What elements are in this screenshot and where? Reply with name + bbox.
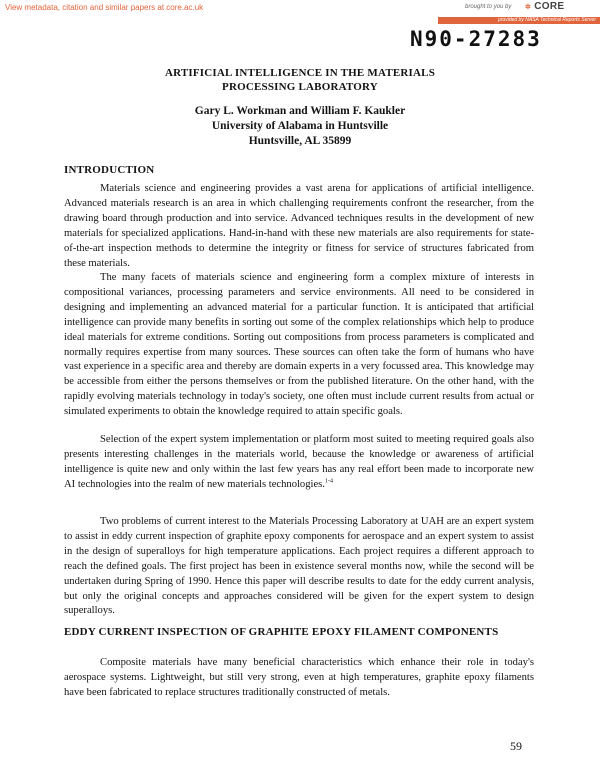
core-logo[interactable] — [525, 1, 564, 12]
accession-number-stamp: N90-27283 — [410, 27, 542, 51]
paper-title-line-2: PROCESSING LABORATORY — [222, 81, 378, 93]
core-brought-text: brought to you by — [465, 4, 512, 10]
core-banner — [0, 0, 600, 24]
paragraph-1: Materials science and engineering provides a vast arena for applications of artificial intelligence. Advanced materials research is an area in which challenging requirements confront the researcher, from the drawing board through production and into service. Advanced techniques results in the development of new materials for specialized applications. Hand-in-hand with these new materials are also requirements for state-of-the-art inspection methods to determine the integrity or fitness for service of structures fabricated from these materials. — [64, 183, 534, 269]
core-provided-strip: provided by NASA Technical Reports Server — [438, 17, 600, 24]
paper-title-line-1: ARTIFICIAL INTELLIGENCE IN THE MATERIALS — [164, 67, 436, 79]
section-heading-eddy-current: EDDY CURRENT INSPECTION OF GRAPHITE EPOXY FILAMENT COMPONENTS — [64, 626, 499, 638]
core-metadata-link[interactable]: View metadata, citation and similar papers at core.ac.uk — [5, 3, 204, 12]
paragraph-2: The many facets of materials science and engineering form a complex mixture of interests in compositional variances, processing parameters and service environments. All need to be considered in designing and implementing an advanced material for a particular function. It is anticipated that artificial intelligence can provide many benefits in sorting out some of the complex relationships which help to produce ideal materials for extreme conditions. Sorting out compositions from process parameters is complicated and normally requires expertise from many sources. These sources can often take the form of humans who have vast experience in a specific area and thereby are domain experts in a very focussed area. This knowledge may be accessible from either the persons themselves or from the published literature. On the other hand, with the rapidly evolving materials technology in today's society, one often must include current results from actual or simulated experiments to obtain the knowledge required to attain specific goals. — [64, 272, 534, 418]
paragraph-3-text: Selection of the expert system implementation or platform most suited to meeting required goals also presents interesting challenges in the materials world, because the knowledge or awareness of artificial intelligence is quite new and only within the last few years has any real effort been made to incorporate new AI technologies into the realm of new materials technologies. — [64, 434, 534, 490]
author-affiliation: University of Alabama in Huntsville — [211, 120, 389, 132]
citation-superscript: 1-4 — [324, 478, 333, 485]
core-logo-text: CORE — [534, 1, 565, 12]
core-logo-icon: ✲ — [525, 4, 532, 11]
paragraph-3 — [64, 433, 534, 493]
section-heading-introduction: INTRODUCTION — [64, 164, 155, 176]
page-number: 59 — [510, 739, 522, 753]
paragraph-5: Composite materials have many beneficial characteristics which enhance their role in today's aerospace systems. Lightweight, but still very strong, even at high temperatures, graphite epoxy filaments have been fabricated to replace structures traditionally constructed of metals. — [64, 657, 534, 698]
author-names: Gary L. Workman and William F. Kaukler — [194, 105, 406, 117]
paragraph-4: Two problems of current interest to the Materials Processing Laboratory at UAH are an expert system to assist in eddy current inspection of graphite epoxy components for aerospace and an expert system to assist in the design of superalloys for high temperature applications. Each project requires a different approach to reach the defined goals. The first project has been in existence several months now, while the second will be undertaken during Spring of 1990. Hence this paper will describe results to date for the eddy current analysis, but only the original concepts and approaches considered will be given for the expert system to design superalloys. — [64, 516, 534, 617]
author-location: Huntsville, AL 35899 — [248, 135, 352, 147]
